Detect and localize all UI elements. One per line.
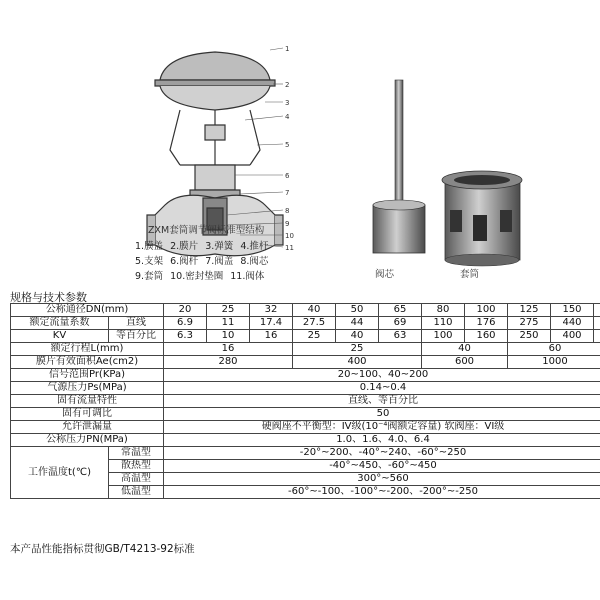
table-row — [11, 434, 600, 447]
callout-9: 9 — [285, 220, 290, 228]
kv-cell: 11 — [207, 317, 250, 330]
kv-cell: 16 — [250, 330, 293, 343]
stroke-cell: 16 — [164, 343, 293, 356]
sub-label: 高温型 — [109, 473, 164, 486]
kv-cell: 10 — [207, 330, 250, 343]
sub-label: 低温型 — [109, 486, 164, 499]
signal-cell: 20~100、40~200 — [164, 369, 600, 382]
area-cell: 280 — [164, 356, 293, 369]
legend-item: 8.阀芯 — [240, 256, 269, 267]
legend-item: 1.膜盖 — [135, 241, 164, 252]
temp-cell: -40°~450、-60°~450 — [164, 460, 600, 473]
row-label: 固有可调比 — [11, 408, 164, 421]
area-cell: 1000 — [508, 356, 600, 369]
row-label: 允许泄漏量 — [11, 421, 164, 434]
kv-cell: 69 — [379, 317, 422, 330]
table-row — [11, 343, 600, 356]
legend-item: 3.弹簧 — [205, 241, 234, 252]
kv-cell: 44 — [336, 317, 379, 330]
legend-row-2 — [135, 253, 272, 267]
legend-item: 2.膜片 — [170, 241, 199, 252]
kv-cell: 440 — [551, 317, 594, 330]
empty-cell — [594, 304, 600, 317]
sleeve-label: 套筒 — [460, 269, 480, 280]
sub-label: 散热型 — [109, 460, 164, 473]
kv-cell: 40 — [336, 330, 379, 343]
table-row — [11, 395, 600, 408]
area-cell: 600 — [422, 356, 508, 369]
dn-cell: 80 — [422, 304, 465, 317]
callout-3: 3 — [285, 99, 290, 107]
dn-cell: 125 — [508, 304, 551, 317]
footnote: 本产品性能指标贯彻GB/T4213-92标准 — [10, 543, 195, 555]
stroke-cell: 60 — [508, 343, 600, 356]
callout-7: 7 — [285, 189, 290, 197]
dn-cell: 150 — [551, 304, 594, 317]
legend-row-1 — [135, 238, 272, 252]
kv-cell: 275 — [508, 317, 551, 330]
callout-5: 5 — [285, 141, 290, 149]
temp-cell: -60°~-100、-100°~-200、-200°~-250 — [164, 486, 600, 499]
callout-8: 8 — [285, 207, 290, 215]
callout-2: 2 — [285, 81, 290, 89]
row-label: 公称通径DN(mm) — [11, 304, 164, 317]
table-row — [11, 330, 600, 343]
table-row — [11, 317, 600, 330]
legend-item: 5.支架 — [135, 256, 164, 267]
legend-item: 10.密封垫圈 — [170, 271, 224, 282]
row-label: 额定流量系数 — [11, 317, 109, 330]
valve-core-sleeve-photo — [355, 70, 535, 280]
kv-cell: 6.3 — [164, 330, 207, 343]
callout-10: 10 — [285, 232, 294, 240]
supply-cell: 0.14~0.4 — [164, 382, 600, 395]
legend-item: 11.阀体 — [230, 271, 265, 282]
kv-cell: 176 — [465, 317, 508, 330]
legend-item: 4.推杆 — [240, 241, 269, 252]
sub-label: 直线 — [109, 317, 164, 330]
stroke-cell: 25 — [293, 343, 422, 356]
dn-cell: 25 — [207, 304, 250, 317]
kv-cell: 6.9 — [164, 317, 207, 330]
empty-cell — [594, 330, 600, 343]
sub-label: 等百分比 — [109, 330, 164, 343]
table-row — [11, 369, 600, 382]
table-row — [11, 421, 600, 434]
rangeability-cell: 50 — [164, 408, 600, 421]
sub-label: 常温型 — [109, 447, 164, 460]
kv-cell: 27.5 — [293, 317, 336, 330]
table-row — [11, 408, 600, 421]
row-label: 额定行程L(mm) — [11, 343, 164, 356]
leakage-cell: 硬阀座不平衡型：IV级(10⁻⁴阀额定容量) 软阀座：VI级 — [164, 421, 600, 434]
table-row — [11, 382, 600, 395]
dn-cell: 40 — [293, 304, 336, 317]
spec-table — [10, 303, 600, 499]
kv-cell: 110 — [422, 317, 465, 330]
row-label: 膜片有效面积Ae(cm2) — [11, 356, 164, 369]
dn-cell: 65 — [379, 304, 422, 317]
legend-item: 9.套筒 — [135, 271, 164, 282]
table-row — [11, 356, 600, 369]
area-cell: 400 — [293, 356, 422, 369]
core-label: 阀芯 — [375, 269, 395, 280]
dn-cell: 32 — [250, 304, 293, 317]
table-row — [11, 304, 600, 317]
row-label: 气源压力Ps(MPa) — [11, 382, 164, 395]
kv-cell: 100 — [422, 330, 465, 343]
kv-cell: 160 — [465, 330, 508, 343]
row-label: 工作温度t(℃) — [11, 447, 109, 499]
legend-row-3 — [135, 268, 268, 282]
legend-item: 6.阀杆 — [170, 256, 199, 267]
kv-cell: 63 — [379, 330, 422, 343]
row-label: KV — [11, 330, 109, 343]
callout-11: 11 — [285, 244, 294, 252]
kv-cell: 25 — [293, 330, 336, 343]
flow-char-cell: 直线、等百分比 — [164, 395, 600, 408]
temp-cell: 300°~560 — [164, 473, 600, 486]
legend-item: 7.阀盖 — [205, 256, 234, 267]
dn-cell: 50 — [336, 304, 379, 317]
callout-1: 1 — [285, 45, 290, 53]
callout-4: 4 — [285, 113, 290, 121]
kv-cell: 400 — [551, 330, 594, 343]
callout-6: 6 — [285, 172, 290, 180]
dn-cell: 100 — [465, 304, 508, 317]
row-label: 固有流量特性 — [11, 395, 164, 408]
row-label: 公称压力PN(MPa) — [11, 434, 164, 447]
section-title: 规格与技术参数 — [10, 291, 87, 304]
kv-cell: 17.4 — [250, 317, 293, 330]
pn-cell: 1.0、1.6、4.0、6.4 — [164, 434, 600, 447]
temp-cell: -20°~200、-40°~240、-60°~250 — [164, 447, 600, 460]
structure-caption: ZXM套筒调节阀标准型结构 — [148, 225, 265, 236]
kv-cell: 250 — [508, 330, 551, 343]
stroke-cell: 40 — [422, 343, 508, 356]
empty-cell — [594, 317, 600, 330]
dn-cell: 20 — [164, 304, 207, 317]
table-row — [11, 447, 600, 460]
row-label: 信号范围Pr(KPa) — [11, 369, 164, 382]
